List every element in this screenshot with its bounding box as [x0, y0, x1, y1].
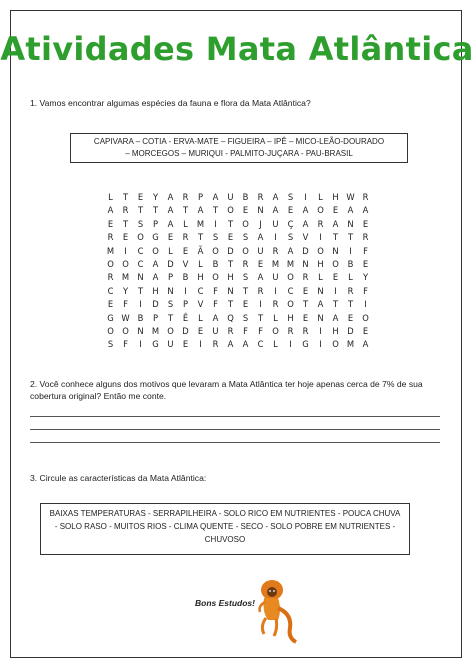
traits-box — [40, 503, 410, 555]
grid-letter[interactable]: I — [139, 299, 142, 310]
grid-letter[interactable]: F — [213, 285, 218, 296]
grid-letter[interactable]: E — [122, 232, 129, 243]
grid-row — [103, 285, 373, 298]
grid-letter[interactable]: P — [182, 299, 189, 310]
grid-letter[interactable]: R — [362, 192, 369, 202]
grid-letter[interactable]: E — [332, 272, 339, 283]
grid-letter[interactable]: B — [137, 312, 144, 323]
grid-letter[interactable]: H — [227, 272, 234, 283]
grid-letter[interactable]: E — [362, 325, 369, 336]
grid-letter[interactable]: T — [137, 285, 144, 296]
grid-letter[interactable]: N — [302, 258, 309, 269]
grid-letter[interactable]: F — [258, 325, 263, 336]
grid-letter[interactable]: A — [212, 312, 219, 323]
grid-letter[interactable]: A — [257, 272, 264, 283]
grid-letter[interactable]: B — [347, 258, 354, 269]
grid-letter[interactable]: I — [334, 285, 337, 296]
grid-letter[interactable]: U — [227, 192, 234, 202]
grid-letter[interactable]: D — [347, 325, 354, 336]
grid-letter[interactable]: I — [259, 299, 262, 310]
grid-letter[interactable]: N — [137, 272, 144, 283]
grid-letter[interactable]: T — [122, 218, 129, 229]
grid-letter[interactable]: T — [332, 299, 339, 310]
grid-letter[interactable]: N — [167, 285, 174, 296]
grid-letter[interactable]: R — [362, 232, 369, 243]
answer-line[interactable] — [30, 429, 440, 430]
grid-letter[interactable]: O — [317, 205, 324, 216]
grid-row — [103, 271, 373, 284]
grid-letter[interactable]: U — [167, 339, 174, 350]
grid-letter[interactable]: I — [304, 192, 307, 202]
grid-letter[interactable]: R — [182, 232, 189, 243]
grid-letter[interactable]: N — [227, 285, 234, 296]
grid-row — [103, 325, 373, 338]
grid-letter[interactable]: A — [257, 232, 264, 243]
grid-letter[interactable]: P — [167, 272, 174, 283]
grid-letter[interactable]: I — [214, 218, 217, 229]
grid-letter[interactable]: P — [197, 192, 204, 202]
grid-letter[interactable]: H — [332, 192, 339, 202]
grid-letter[interactable]: T — [212, 205, 219, 216]
grid-letter[interactable]: M — [271, 258, 280, 269]
grid-letter[interactable]: L — [198, 258, 203, 269]
grid-letter[interactable]: L — [348, 272, 353, 283]
closing-text: Bons Estudos! — [195, 598, 255, 608]
grid-letter[interactable]: R — [302, 272, 309, 283]
grid-letter[interactable]: R — [227, 325, 234, 336]
grid-letter[interactable]: I — [364, 299, 367, 310]
grid-letter[interactable]: T — [227, 218, 234, 229]
species-word-bank — [70, 133, 408, 163]
grid-letter[interactable]: S — [287, 192, 294, 202]
grid-letter[interactable]: C — [137, 245, 144, 256]
grid-letter[interactable]: D — [182, 325, 189, 336]
grid-letter[interactable]: L — [318, 272, 323, 283]
grid-letter[interactable]: A — [272, 192, 279, 202]
grid-letter[interactable]: P — [152, 312, 159, 323]
grid-letter[interactable]: U — [212, 325, 219, 336]
grid-letter[interactable]: L — [273, 339, 278, 350]
grid-letter[interactable]: E — [137, 192, 144, 202]
grid-letter[interactable]: B — [182, 272, 189, 283]
grid-letter[interactable]: T — [137, 205, 144, 216]
grid-letter[interactable]: H — [317, 258, 324, 269]
trait-line: BAIXAS TEMPERATURAS - SERRAPILHEIRA - SOLO RICO EM NUTRIENTES - POUCA CHUVA — [49, 509, 401, 518]
grid-letter[interactable]: A — [332, 218, 339, 229]
page-title: Atividades Mata Atlântica — [0, 30, 474, 68]
grid-letter[interactable]: Ê — [182, 312, 189, 323]
grid-letter[interactable]: T — [302, 299, 309, 310]
grid-letter[interactable]: I — [289, 339, 292, 350]
grid-letter[interactable]: G — [302, 339, 309, 350]
word-search-grid — [103, 191, 373, 352]
grid-letter[interactable]: A — [362, 339, 369, 350]
grid-letter[interactable]: T — [182, 205, 189, 216]
grid-letter[interactable]: U — [272, 218, 279, 229]
grid-letter[interactable]: E — [362, 258, 369, 269]
grid-letter[interactable]: Ç — [287, 218, 294, 229]
grid-letter[interactable]: R — [107, 232, 114, 243]
grid-letter[interactable]: N — [332, 245, 339, 256]
grid-letter[interactable]: M — [106, 245, 115, 256]
grid-letter[interactable]: M — [121, 272, 130, 283]
grid-letter[interactable]: J — [259, 218, 262, 229]
grid-letter[interactable]: B — [242, 192, 249, 202]
grid-letter[interactable]: A — [227, 339, 234, 350]
grid-letter[interactable]: E — [182, 339, 189, 350]
grid-letter[interactable]: A — [152, 258, 159, 269]
grid-letter[interactable]: F — [213, 299, 218, 310]
grid-letter[interactable]: H — [332, 325, 339, 336]
grid-letter[interactable]: S — [212, 232, 219, 243]
grid-letter[interactable]: S — [167, 299, 174, 310]
grid-letter[interactable]: T — [242, 285, 249, 296]
grid-letter[interactable]: F — [123, 339, 128, 350]
grid-letter[interactable]: M — [196, 218, 205, 229]
grid-letter[interactable]: V — [197, 299, 204, 310]
grid-letter[interactable]: R — [212, 339, 219, 350]
grid-letter[interactable]: R — [287, 325, 294, 336]
grid-letter[interactable]: E — [242, 205, 249, 216]
grid-letter[interactable]: D — [302, 245, 309, 256]
grid-letter[interactable]: O — [107, 258, 114, 269]
grid-letter[interactable]: O — [152, 245, 159, 256]
grid-letter[interactable]: H — [197, 272, 204, 283]
grid-letter[interactable]: T — [122, 192, 129, 202]
grid-letter[interactable]: E — [287, 205, 294, 216]
grid-letter[interactable]: I — [139, 339, 142, 350]
grid-letter[interactable]: T — [152, 205, 159, 216]
grid-letter[interactable]: I — [319, 232, 322, 243]
grid-letter[interactable]: T — [347, 299, 354, 310]
grid-letter[interactable]: O — [362, 312, 369, 323]
grid-letter[interactable]: I — [319, 339, 322, 350]
grid-letter[interactable]: R — [122, 205, 129, 216]
grid-letter[interactable]: A — [197, 205, 204, 216]
grid-letter[interactable]: E — [197, 325, 204, 336]
grid-letter[interactable]: F — [363, 285, 368, 296]
grid-letter[interactable]: U — [257, 245, 264, 256]
grid-letter[interactable]: E — [167, 232, 174, 243]
grid-letter[interactable]: E — [332, 205, 339, 216]
grid-letter[interactable]: R — [317, 218, 324, 229]
golden-lion-tamarin-icon — [252, 578, 302, 644]
grid-row — [103, 298, 373, 311]
grid-letter[interactable]: C — [257, 339, 264, 350]
grid-letter[interactable]: Q — [227, 312, 234, 323]
grid-letter[interactable]: F — [123, 299, 128, 310]
grid-letter[interactable]: T — [227, 258, 234, 269]
grid-letter[interactable]: A — [152, 272, 159, 283]
grid-letter[interactable]: E — [107, 299, 114, 310]
grid-letter[interactable]: Y — [152, 192, 159, 202]
grid-letter[interactable]: E — [227, 232, 234, 243]
species-line: – MORCEGOS – MURIQUI - PALMITO-JUÇARA - PAU-BRASIL — [125, 149, 353, 158]
grid-letter[interactable]: O — [107, 325, 114, 336]
grid-letter[interactable]: T — [227, 299, 234, 310]
grid-row — [103, 231, 373, 244]
grid-letter[interactable]: D — [227, 245, 234, 256]
grid-letter[interactable]: H — [287, 312, 294, 323]
grid-letter[interactable]: T — [197, 232, 204, 243]
grid-row — [103, 338, 373, 351]
grid-letter[interactable]: T — [167, 312, 174, 323]
species-line: CAPIVARA – COTIA - ERVA-MATE – FIGUEIRA – IPÊ – MICO-LEÃO-DOURADO — [93, 137, 385, 146]
grid-letter[interactable]: A — [167, 205, 174, 216]
grid-letter[interactable]: A — [347, 205, 354, 216]
grid-letter[interactable]: R — [182, 192, 189, 202]
grid-letter[interactable]: E — [302, 285, 309, 296]
grid-letter[interactable]: I — [199, 339, 202, 350]
grid-letter[interactable]: M — [346, 339, 355, 350]
grid-letter[interactable]: F — [363, 245, 368, 256]
grid-letter[interactable]: L — [168, 245, 173, 256]
grid-letter[interactable]: A — [302, 218, 309, 229]
grid-letter[interactable]: A — [362, 205, 369, 216]
grid-letter[interactable]: C — [197, 285, 204, 296]
grid-letter[interactable]: O — [137, 232, 144, 243]
grid-letter[interactable]: O — [212, 272, 219, 283]
grid-letter[interactable]: A — [302, 205, 309, 216]
grid-letter[interactable]: I — [349, 245, 352, 256]
grid-letter[interactable]: T — [257, 312, 264, 323]
grid-letter[interactable]: A — [107, 205, 114, 216]
grid-letter[interactable]: N — [257, 205, 264, 216]
trait-line: - SOLO RASO - MUITOS RIOS - CLIMA QUENTE - SECO - SOLO POBRE EM NUTRIENTES - — [54, 522, 396, 531]
question-1: 1. Vamos encontrar algumas espécies da fauna e flora da Mata Atlântica? — [30, 98, 311, 108]
grid-letter[interactable]: N — [317, 285, 324, 296]
grid-letter[interactable]: O — [287, 299, 294, 310]
grid-letter[interactable]: T — [347, 232, 354, 243]
grid-letter[interactable]: A — [272, 205, 279, 216]
grid-letter[interactable]: L — [198, 312, 203, 323]
answer-line[interactable] — [30, 442, 440, 443]
grid-letter[interactable]: A — [332, 312, 339, 323]
grid-letter[interactable]: G — [152, 232, 159, 243]
grid-letter[interactable]: O — [272, 325, 279, 336]
question-2: 2. Você conhece alguns dos motivos que levaram a Mata Atlântica ter hoje apenas cerca de 7% de sua cobertura original? Então me conte. — [30, 379, 423, 401]
grid-letter[interactable]: O — [242, 245, 249, 256]
grid-letter[interactable]: O — [122, 258, 129, 269]
grid-letter[interactable]: Y — [122, 285, 129, 296]
grid-letter[interactable]: O — [332, 258, 339, 269]
question-3: 3. Circule as características da Mata Atlântica: — [30, 473, 207, 483]
grid-letter[interactable]: B — [212, 258, 219, 269]
grid-letter[interactable]: A — [167, 192, 174, 202]
grid-letter[interactable]: E — [362, 218, 369, 229]
grid-letter[interactable]: V — [302, 232, 309, 243]
grid-letter[interactable]: U — [272, 272, 279, 283]
grid-letter[interactable]: R — [272, 299, 279, 310]
grid-letter[interactable]: S — [107, 339, 114, 350]
grid-letter[interactable]: D — [167, 258, 174, 269]
grid-letter[interactable]: O — [332, 339, 339, 350]
grid-letter[interactable]: V — [182, 258, 189, 269]
grid-letter[interactable]: T — [332, 232, 339, 243]
grid-letter[interactable]: I — [319, 325, 322, 336]
grid-row — [103, 218, 373, 231]
grid-letter[interactable]: R — [242, 258, 249, 269]
grid-letter[interactable]: Y — [362, 272, 369, 283]
answer-line[interactable] — [30, 416, 440, 417]
grid-row — [103, 191, 373, 204]
grid-letter[interactable]: G — [152, 339, 159, 350]
grid-letter[interactable]: A — [287, 245, 294, 256]
grid-letter[interactable]: S — [242, 232, 249, 243]
grid-letter[interactable]: R — [107, 272, 114, 283]
grid-letter[interactable]: E — [302, 312, 309, 323]
grid-letter[interactable]: C — [107, 285, 114, 296]
grid-letter[interactable]: A — [212, 192, 219, 202]
grid-letter[interactable]: O — [122, 325, 129, 336]
grid-letter[interactable]: O — [227, 205, 234, 216]
grid-letter[interactable]: H — [152, 285, 159, 296]
grid-letter[interactable]: W — [121, 312, 130, 323]
grid-letter[interactable]: F — [243, 325, 248, 336]
grid-letter[interactable]: I — [184, 285, 187, 296]
grid-letter[interactable]: S — [137, 218, 144, 229]
grid-letter[interactable]: O — [317, 245, 324, 256]
trait-line: CHUVOSO — [204, 535, 246, 544]
grid-letter[interactable]: R — [272, 245, 279, 256]
grid-letter[interactable]: L — [273, 312, 278, 323]
grid-letter[interactable]: N — [137, 325, 144, 336]
grid-row — [103, 245, 373, 258]
grid-letter[interactable]: C — [137, 258, 144, 269]
grid-letter[interactable]: A — [317, 299, 324, 310]
grid-letter[interactable]: A — [167, 218, 174, 229]
grid-letter[interactable]: I — [274, 285, 277, 296]
grid-letter[interactable]: Ã — [197, 245, 204, 256]
grid-letter[interactable]: R — [257, 285, 264, 296]
grid-letter[interactable]: A — [242, 339, 249, 350]
grid-letter[interactable]: D — [152, 299, 159, 310]
grid-letter[interactable]: M — [151, 325, 160, 336]
grid-letter[interactable]: E — [347, 312, 354, 323]
grid-letter[interactable]: O — [287, 272, 294, 283]
grid-letter[interactable]: L — [108, 192, 113, 202]
grid-letter[interactable]: S — [287, 232, 294, 243]
grid-letter[interactable]: O — [242, 218, 249, 229]
grid-letter[interactable]: L — [183, 218, 188, 229]
grid-letter[interactable]: P — [152, 218, 159, 229]
grid-letter[interactable]: I — [124, 245, 127, 256]
grid-letter[interactable]: N — [317, 312, 324, 323]
grid-letter[interactable]: E — [182, 245, 189, 256]
grid-letter[interactable]: R — [347, 285, 354, 296]
grid-letter[interactable]: I — [274, 232, 277, 243]
grid-letter[interactable]: O — [167, 325, 174, 336]
grid-letter[interactable]: M — [286, 258, 295, 269]
grid-letter[interactable]: L — [318, 192, 323, 202]
grid-letter[interactable]: S — [242, 272, 249, 283]
grid-row — [103, 312, 373, 325]
grid-letter[interactable]: G — [107, 312, 114, 323]
grid-letter[interactable]: E — [242, 299, 249, 310]
grid-letter[interactable]: O — [212, 245, 219, 256]
grid-letter[interactable]: C — [287, 285, 294, 296]
grid-letter[interactable]: W — [346, 192, 355, 202]
grid-row — [103, 258, 373, 271]
grid-letter[interactable]: N — [347, 218, 354, 229]
grid-row — [103, 204, 373, 217]
grid-letter[interactable]: E — [257, 258, 264, 269]
grid-letter[interactable]: R — [257, 192, 264, 202]
grid-letter[interactable]: R — [302, 325, 309, 336]
grid-letter[interactable]: S — [242, 312, 249, 323]
grid-letter[interactable]: E — [107, 218, 114, 229]
